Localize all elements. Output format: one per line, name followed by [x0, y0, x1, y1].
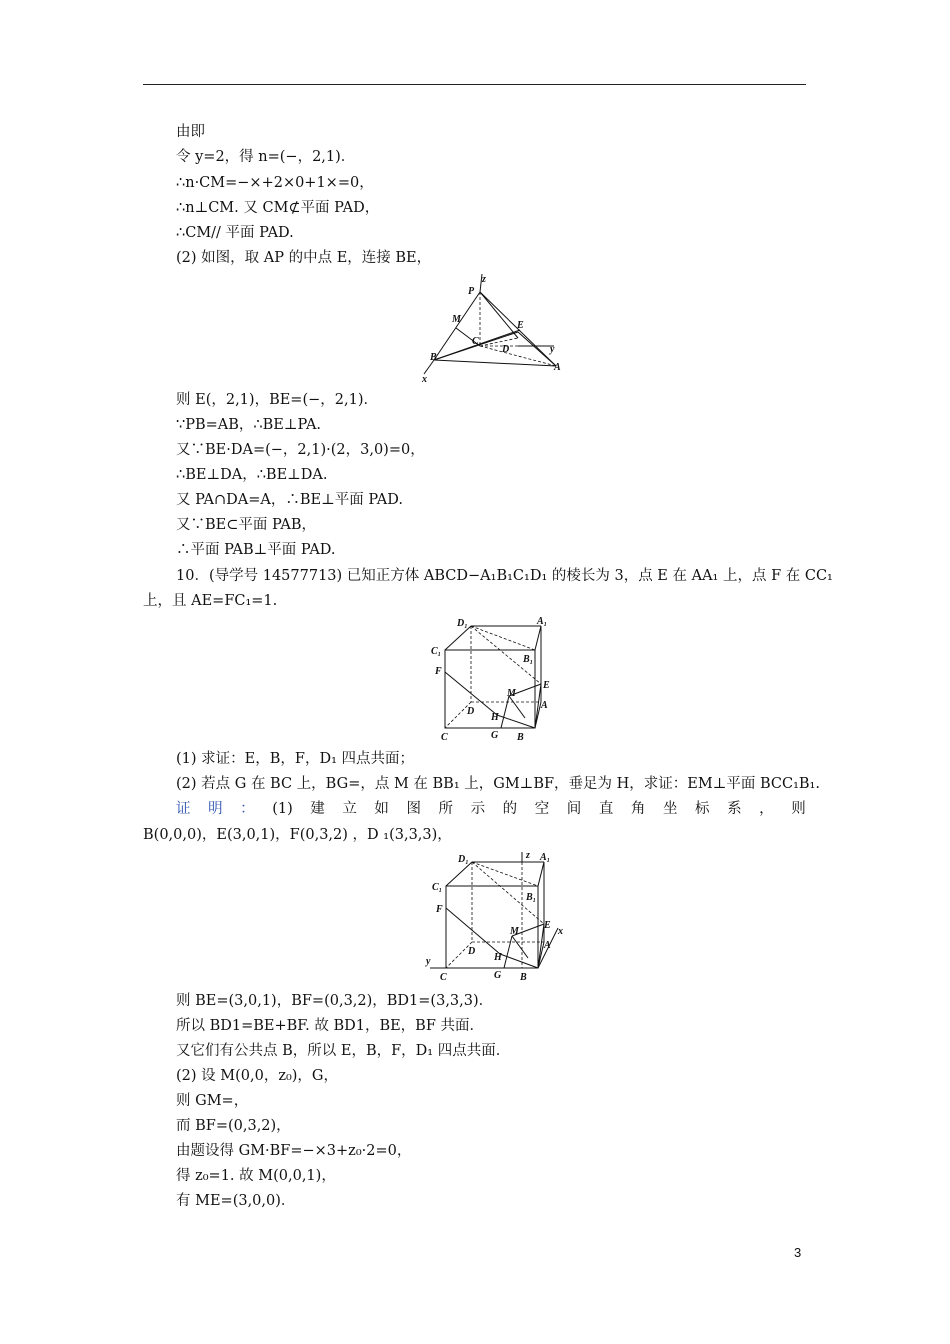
proof-word: 所 — [438, 801, 454, 817]
text-line: 而 BF=(0,3,2)， — [176, 1118, 291, 1134]
text-line: ∴CM// 平面 PAD. — [176, 225, 294, 241]
fig-label: D — [502, 344, 510, 355]
fig-label: A — [554, 362, 561, 373]
text-line: ∵PB=AB，∴BE⊥PA. — [176, 417, 322, 433]
fig-label: F — [436, 904, 443, 915]
fig-label: C₁ — [432, 882, 443, 893]
pyramid-figure — [420, 270, 570, 385]
fig-label: z — [482, 274, 486, 285]
fig-label: D — [467, 706, 475, 717]
fig-label: H — [491, 712, 499, 723]
fig-label: P — [468, 286, 475, 297]
fig-label: C — [440, 972, 447, 983]
fig-label: B — [430, 352, 437, 363]
fig-label: M — [510, 926, 519, 937]
proof-word: 系 — [727, 801, 742, 817]
text-line: (2) 如图，取 AP 的中点 E，连接 BE， — [176, 250, 432, 266]
text-line: ∴n·CM=−×+2×0+1×=0， — [176, 175, 374, 191]
fig-label: D₁ — [458, 854, 469, 865]
fig-label: y — [426, 956, 431, 967]
fig-label: M — [452, 314, 461, 325]
proof-word: 图 — [406, 801, 421, 817]
proof-word: 坐 — [662, 801, 678, 817]
fig-label: G — [494, 970, 502, 981]
text-line: 又 PA∩DA=A，∴BE⊥平面 PAD. — [176, 492, 403, 508]
proof-word: 如 — [374, 801, 389, 817]
text-line: 10．(导学号 14577713) 已知正方体 ABCD−A₁B₁C₁D₁ 的棱长为 3，点 E 在 AA₁ 上，点 F 在 CC₁ — [176, 568, 833, 584]
text-line: 又它们有公共点 B，所以 E，B，F，D₁ 四点共面． — [176, 1043, 511, 1059]
text-line: 又∵BE·DA=(−，2,1)·(2，3,0)=0， — [176, 442, 425, 458]
header-rule — [143, 84, 806, 85]
text-line: 则 E(，2,1)，BE=(−，2,1)． — [176, 392, 378, 408]
proof-word: 立 — [342, 801, 357, 817]
fig-label: y — [550, 344, 555, 355]
proof-line — [176, 800, 806, 818]
fig-label: B₁ — [523, 654, 534, 665]
fig-label: B — [517, 732, 524, 743]
proof-word: 空 — [534, 801, 550, 817]
text-line: ∴平面 PAB⊥平面 PAD. — [176, 542, 336, 558]
proof-word: 直 — [598, 801, 614, 817]
text-line: ∴n⊥CM. 又 CM⊄平面 PAD， — [176, 200, 380, 216]
proof-word: ： — [240, 801, 255, 817]
text-line: 令 y=2，得 n=(−，2,1)． — [176, 149, 356, 165]
proof-word: ， — [759, 801, 774, 817]
cube-figure — [425, 614, 560, 744]
fig-label: B₁ — [526, 892, 537, 903]
fig-label: z — [526, 850, 530, 861]
text-line: B(0,0,0)，E(3,0,1)，F(0,3,2) ，D ₁(3,3,3)， — [143, 827, 452, 843]
fig-label: A₁ — [540, 852, 551, 863]
fig-label: A — [544, 940, 551, 951]
text-line: 则 GM=， — [176, 1093, 249, 1109]
fig-label: F — [435, 666, 442, 677]
text-line: 由即 — [176, 124, 205, 140]
fig-label: G — [491, 730, 499, 741]
text-line: (2) 设 M(0,0，z₀)，G， — [176, 1068, 339, 1084]
fig-label: A — [541, 700, 548, 711]
fig-label: x — [422, 374, 427, 385]
fig-label: x — [558, 926, 563, 937]
fig-label: D₁ — [457, 618, 468, 629]
text-line: 又∵BE⊂平面 PAB， — [176, 517, 317, 533]
fig-label: C₁ — [431, 646, 442, 657]
text-line: (1) 求证：E，B，F，D₁ 四点共面； — [176, 751, 414, 767]
text-line: 所以 BD1=BE+BF. 故 BD1，BE，BF 共面． — [176, 1018, 485, 1034]
proof-word: 证 — [176, 801, 191, 817]
proof-word: 则 — [791, 801, 806, 817]
text-line: 有 ME=(3,0,0)． — [176, 1193, 296, 1209]
fig-label: C — [472, 336, 479, 347]
text-line: 则 BE=(3,0,1)，BF=(0,3,2)，BD1=(3,3,3)． — [176, 993, 494, 1009]
text-line: (2) 若点 G 在 BC 上，BG=，点 M 在 BB₁ 上，GM⊥BF，垂足为 H，求证：EM⊥平面 BCC₁B₁. — [176, 776, 820, 792]
fig-label: M — [507, 688, 516, 699]
cube-axes-figure — [420, 848, 570, 986]
fig-label: E — [543, 680, 550, 691]
proof-word: 明 — [208, 801, 223, 817]
fig-label: D — [468, 946, 476, 957]
proof-word: 间 — [566, 801, 582, 817]
fig-label: A₁ — [537, 616, 548, 627]
fig-label: E — [517, 320, 524, 331]
text-line: 上，且 AE=FC₁=1. — [143, 593, 278, 609]
fig-label: C — [441, 732, 448, 743]
proof-word: 示 — [470, 801, 486, 817]
proof-word: 标 — [695, 801, 710, 817]
fig-label: H — [494, 952, 502, 963]
proof-word: 建 — [310, 801, 325, 817]
proof-word: 的 — [502, 801, 518, 817]
text-line: 得 z₀=1. 故 M(0,0,1)， — [176, 1168, 336, 1184]
proof-word: 角 — [630, 801, 646, 817]
fig-label: E — [544, 920, 551, 931]
proof-word: (1) — [272, 801, 293, 817]
fig-label: B — [520, 972, 527, 983]
text-line: ∴BE⊥DA，∴BE⊥DA. — [176, 467, 328, 483]
text-line: 由题设得 GM·BF=−×3+z₀·2=0， — [176, 1143, 412, 1159]
page-number: 3 — [794, 1245, 802, 1260]
